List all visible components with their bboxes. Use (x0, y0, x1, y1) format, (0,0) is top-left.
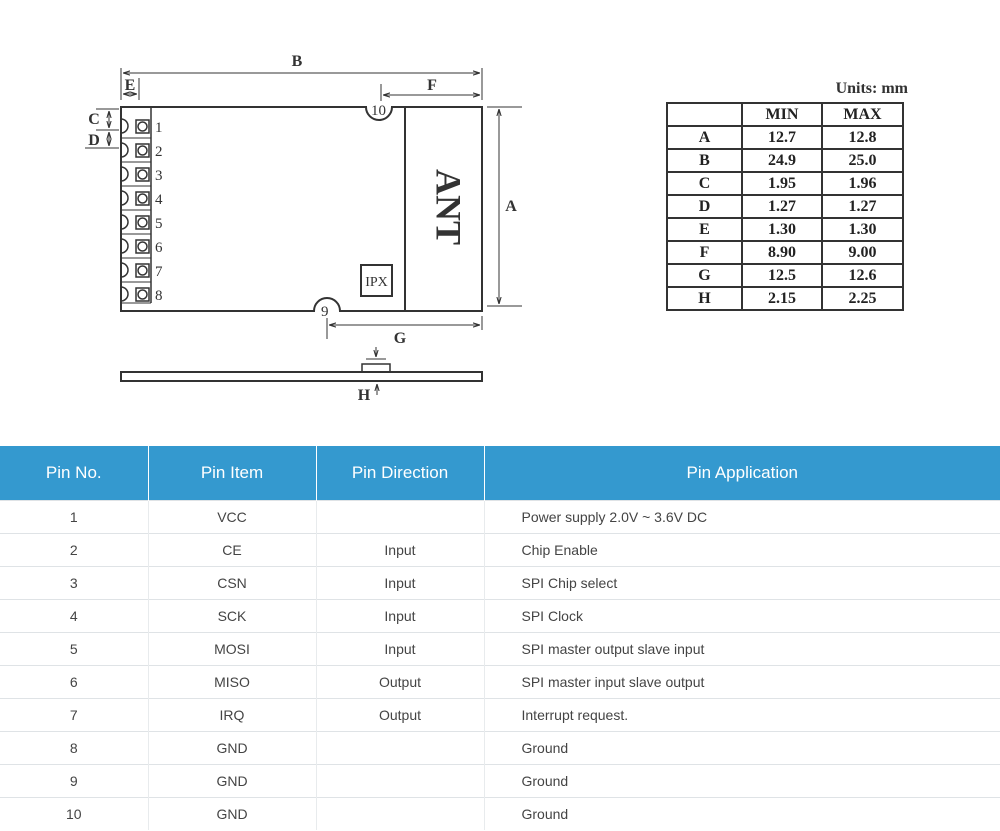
pin-item-cell: IRQ (148, 699, 316, 732)
dim-label-f: F (427, 77, 437, 94)
pin-direction-cell (316, 798, 484, 831)
max-cell: 25.0 (822, 149, 903, 172)
pin-no-cell: 7 (0, 699, 148, 732)
header-pin-direction: Pin Direction (316, 446, 484, 501)
pin-direction-cell: Input (316, 534, 484, 567)
table-row (0, 567, 1000, 600)
pin-no-cell: 6 (0, 666, 148, 699)
ipx-label: IPX (365, 275, 388, 290)
max-cell: 2.25 (822, 287, 903, 310)
max-cell: 1.30 (822, 218, 903, 241)
min-cell: 1.27 (742, 195, 822, 218)
pin-item-cell: CSN (148, 567, 316, 600)
pin-9-label: 9 (321, 304, 329, 320)
pin-direction-cell: Input (316, 567, 484, 600)
min-cell: 12.7 (742, 126, 822, 149)
table-row (0, 699, 1000, 732)
pin-table-header (0, 446, 1000, 501)
table-row (0, 666, 1000, 699)
pin-direction-cell: Output (316, 699, 484, 732)
dim-cell: B (667, 149, 742, 172)
dim-cell: E (667, 218, 742, 241)
pin-10-label: 10 (371, 103, 386, 119)
table-row (0, 501, 1000, 534)
side-view-board (121, 372, 482, 381)
pin-number: 8 (155, 288, 163, 304)
table-row (0, 732, 1000, 765)
dim-cell: F (667, 241, 742, 264)
pin-no-cell: 2 (0, 534, 148, 567)
table-row (667, 172, 903, 195)
max-cell: 12.8 (822, 126, 903, 149)
table-row (667, 218, 903, 241)
pin-number: 2 (155, 144, 163, 160)
table-row (667, 287, 903, 310)
min-cell: 1.95 (742, 172, 822, 195)
max-cell: 12.6 (822, 264, 903, 287)
dim-label-c: C (88, 111, 100, 128)
pin-number: 5 (155, 216, 163, 232)
dim-cell: H (667, 287, 742, 310)
dim-label-a: A (505, 198, 517, 215)
pin-direction-cell (316, 732, 484, 765)
pin-number: 1 (155, 120, 163, 136)
pin-no-cell: 8 (0, 732, 148, 765)
table-row (667, 264, 903, 287)
units-label: Units: mm (835, 80, 908, 97)
pin-item-cell: GND (148, 798, 316, 831)
table-row (667, 149, 903, 172)
pin-direction-cell: Input (316, 633, 484, 666)
pin-table (0, 446, 1000, 830)
dimension-table (666, 102, 904, 311)
pin-application-cell: Ground (484, 732, 1000, 765)
dim-cell: C (667, 172, 742, 195)
table-row (667, 241, 903, 264)
pin-item-cell: VCC (148, 501, 316, 534)
dim-cell: D (667, 195, 742, 218)
pin-application-cell: SPI master input slave output (484, 666, 1000, 699)
pin-direction-cell (316, 501, 484, 534)
min-cell: 2.15 (742, 287, 822, 310)
pin-number: 6 (155, 240, 163, 256)
pin-application-cell: SPI Chip select (484, 567, 1000, 600)
table-row (0, 534, 1000, 567)
pin-item-cell: MISO (148, 666, 316, 699)
dim-cell: A (667, 126, 742, 149)
pin-no-cell: 3 (0, 567, 148, 600)
min-cell: 12.5 (742, 264, 822, 287)
dim-label-e: E (124, 77, 136, 94)
dimension-table-header (667, 103, 903, 126)
table-row (667, 195, 903, 218)
header-pin-application: Pin Application (484, 446, 1000, 501)
pin-no-cell: 5 (0, 633, 148, 666)
header-cell: MAX (822, 103, 903, 126)
dim-cell: G (667, 264, 742, 287)
pin-no-cell: 1 (0, 501, 148, 534)
pin-direction-cell: Input (316, 600, 484, 633)
pin-application-cell: Chip Enable (484, 534, 1000, 567)
pin-no-cell: 9 (0, 765, 148, 798)
pin-no-cell: 10 (0, 798, 148, 831)
dim-label-b: B (291, 53, 303, 70)
pin-application-cell: Power supply 2.0V ~ 3.6V DC (484, 501, 1000, 534)
header-cell: MIN (742, 103, 822, 126)
min-cell: 24.9 (742, 149, 822, 172)
table-row (0, 798, 1000, 831)
max-cell: 1.27 (822, 195, 903, 218)
table-row (0, 765, 1000, 798)
min-cell: 1.30 (742, 218, 822, 241)
pin-application-cell: SPI Clock (484, 600, 1000, 633)
side-view-component (362, 364, 390, 372)
max-cell: 1.96 (822, 172, 903, 195)
dim-label-d: D (88, 132, 100, 149)
pin-item-cell: MOSI (148, 633, 316, 666)
pin-item-cell: GND (148, 765, 316, 798)
header-pin-item: Pin Item (148, 446, 316, 501)
pin-application-cell: Ground (484, 798, 1000, 831)
pin-item-cell: CE (148, 534, 316, 567)
module-outline (121, 107, 482, 311)
pin-number: 7 (155, 264, 163, 280)
pin-application-cell: SPI master output slave input (484, 633, 1000, 666)
pin-no-cell: 4 (0, 600, 148, 633)
pin-item-cell: SCK (148, 600, 316, 633)
dim-label-h: H (357, 387, 371, 404)
ant-label: ANT (428, 168, 469, 246)
pin-number: 3 (155, 168, 163, 184)
table-row (0, 600, 1000, 633)
pin-number: 4 (155, 192, 163, 208)
header-cell (667, 103, 742, 126)
dim-label-g: G (393, 330, 407, 347)
pin-application-cell: Interrupt request. (484, 699, 1000, 732)
table-row (667, 126, 903, 149)
min-cell: 8.90 (742, 241, 822, 264)
pin-direction-cell: Output (316, 666, 484, 699)
max-cell: 9.00 (822, 241, 903, 264)
pin-application-cell: Ground (484, 765, 1000, 798)
pin-item-cell: GND (148, 732, 316, 765)
pin-direction-cell (316, 765, 484, 798)
table-row (0, 633, 1000, 666)
header-pin-no: Pin No. (0, 446, 148, 501)
